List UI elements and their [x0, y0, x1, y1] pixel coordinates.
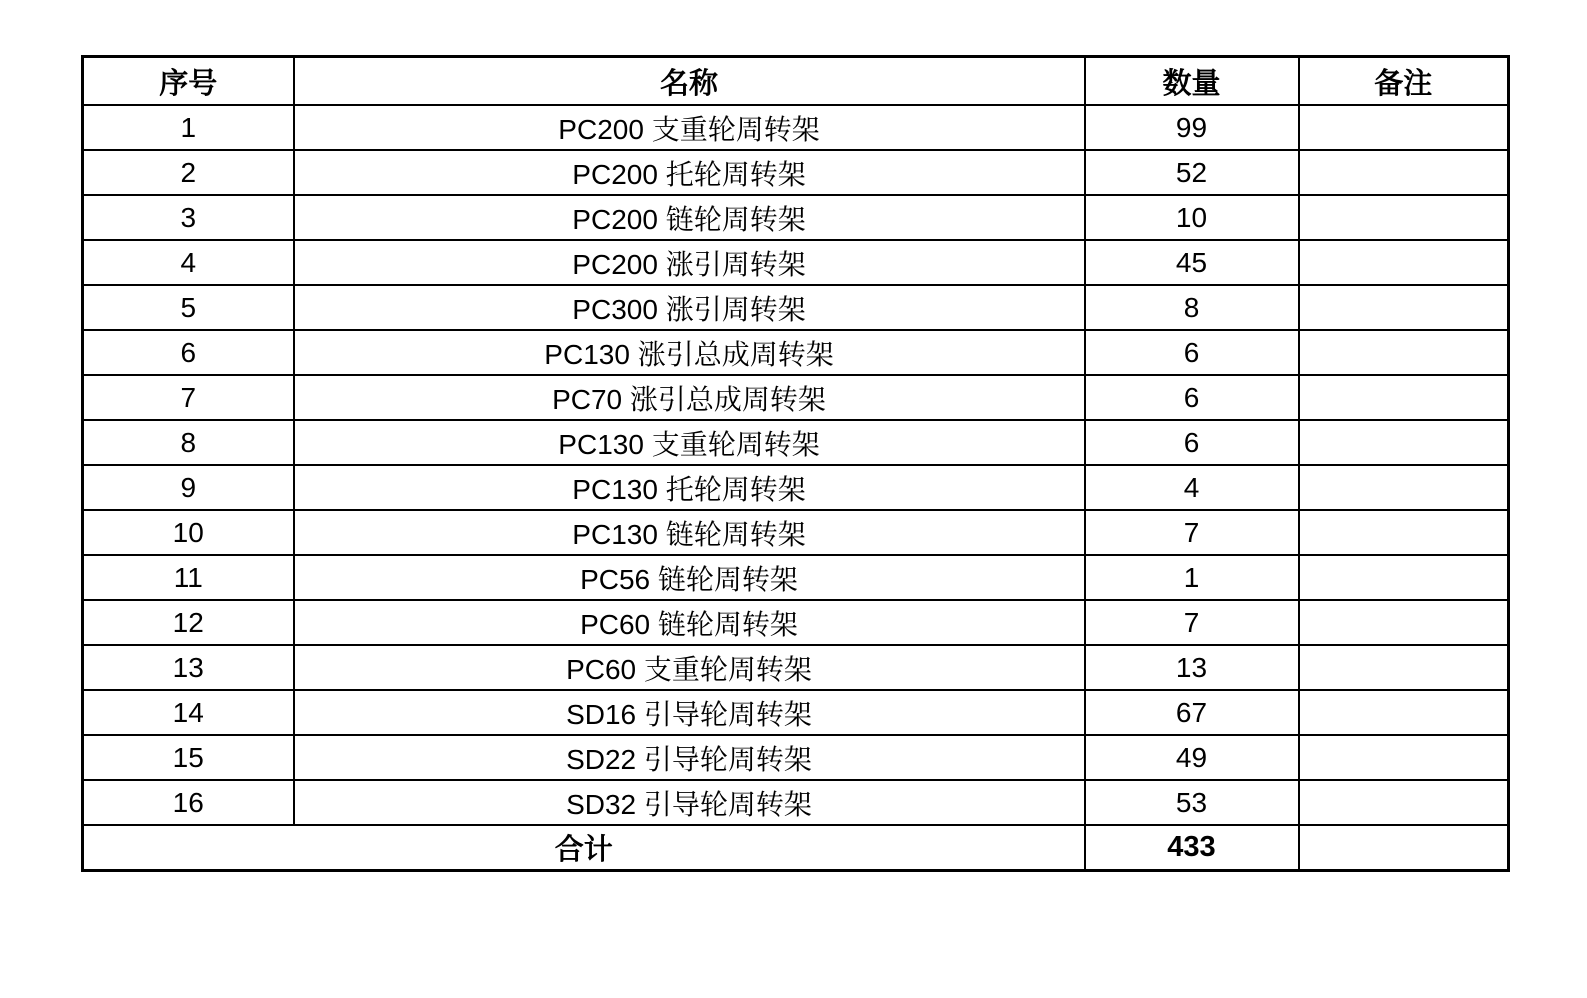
row-name: PC130 链轮周转架 [294, 510, 1085, 555]
row-remark [1299, 195, 1509, 240]
table-row [83, 690, 1509, 735]
row-remark [1299, 330, 1509, 375]
row-remark [1299, 465, 1509, 510]
row-no: 6 [83, 330, 294, 375]
row-no: 11 [83, 555, 294, 600]
row-qty: 45 [1085, 240, 1299, 285]
row-no: 10 [83, 510, 294, 555]
row-name: PC56 链轮周转架 [294, 555, 1085, 600]
table-row [83, 195, 1509, 240]
row-name: PC60 链轮周转架 [294, 600, 1085, 645]
header-row [83, 57, 1509, 106]
row-no: 8 [83, 420, 294, 465]
column-header-name: 名称 [294, 57, 1085, 106]
row-no: 2 [83, 150, 294, 195]
row-name: PC200 涨引周转架 [294, 240, 1085, 285]
row-qty: 6 [1085, 330, 1299, 375]
row-qty: 49 [1085, 735, 1299, 780]
table-row [83, 375, 1509, 420]
row-qty: 7 [1085, 600, 1299, 645]
row-remark [1299, 555, 1509, 600]
column-header-qty: 数量 [1085, 57, 1299, 106]
table-row [83, 420, 1509, 465]
row-name: PC70 涨引总成周转架 [294, 375, 1085, 420]
row-no: 3 [83, 195, 294, 240]
row-remark [1299, 240, 1509, 285]
row-remark [1299, 105, 1509, 150]
row-name: PC200 链轮周转架 [294, 195, 1085, 240]
table-row [83, 150, 1509, 195]
row-remark [1299, 510, 1509, 555]
row-remark [1299, 150, 1509, 195]
row-name: SD16 引导轮周转架 [294, 690, 1085, 735]
table-row [83, 600, 1509, 645]
row-no: 4 [83, 240, 294, 285]
row-name: PC200 托轮周转架 [294, 150, 1085, 195]
row-qty: 52 [1085, 150, 1299, 195]
table-row [83, 510, 1509, 555]
row-qty: 7 [1085, 510, 1299, 555]
row-name: PC130 托轮周转架 [294, 465, 1085, 510]
total-label: 合计 [83, 825, 1085, 871]
inventory-table [81, 55, 1510, 872]
table-row [83, 330, 1509, 375]
table-row [83, 735, 1509, 780]
row-remark [1299, 780, 1509, 825]
table-row [83, 285, 1509, 330]
row-qty: 1 [1085, 555, 1299, 600]
row-no: 1 [83, 105, 294, 150]
row-no: 16 [83, 780, 294, 825]
total-row [83, 825, 1509, 871]
row-remark [1299, 690, 1509, 735]
row-qty: 6 [1085, 375, 1299, 420]
row-qty: 53 [1085, 780, 1299, 825]
row-remark [1299, 285, 1509, 330]
row-no: 7 [83, 375, 294, 420]
row-no: 15 [83, 735, 294, 780]
row-qty: 8 [1085, 285, 1299, 330]
row-no: 5 [83, 285, 294, 330]
column-header-remark: 备注 [1299, 57, 1509, 106]
row-name: PC60 支重轮周转架 [294, 645, 1085, 690]
row-name: PC200 支重轮周转架 [294, 105, 1085, 150]
row-name: PC130 支重轮周转架 [294, 420, 1085, 465]
row-qty: 6 [1085, 420, 1299, 465]
row-qty: 10 [1085, 195, 1299, 240]
column-header-no: 序号 [83, 57, 294, 106]
row-remark [1299, 645, 1509, 690]
row-name: SD22 引导轮周转架 [294, 735, 1085, 780]
row-remark [1299, 735, 1509, 780]
row-no: 9 [83, 465, 294, 510]
row-qty: 4 [1085, 465, 1299, 510]
table-row [83, 465, 1509, 510]
row-remark [1299, 600, 1509, 645]
row-qty: 99 [1085, 105, 1299, 150]
table-row [83, 240, 1509, 285]
table-row [83, 645, 1509, 690]
total-remark [1299, 825, 1509, 871]
row-name: SD32 引导轮周转架 [294, 780, 1085, 825]
table-row [83, 780, 1509, 825]
row-no: 14 [83, 690, 294, 735]
row-qty: 13 [1085, 645, 1299, 690]
table-row [83, 555, 1509, 600]
row-remark [1299, 375, 1509, 420]
row-name: PC130 涨引总成周转架 [294, 330, 1085, 375]
row-no: 12 [83, 600, 294, 645]
row-qty: 67 [1085, 690, 1299, 735]
row-name: PC300 涨引周转架 [294, 285, 1085, 330]
row-no: 13 [83, 645, 294, 690]
total-qty: 433 [1085, 825, 1299, 871]
row-remark [1299, 420, 1509, 465]
table-row [83, 105, 1509, 150]
